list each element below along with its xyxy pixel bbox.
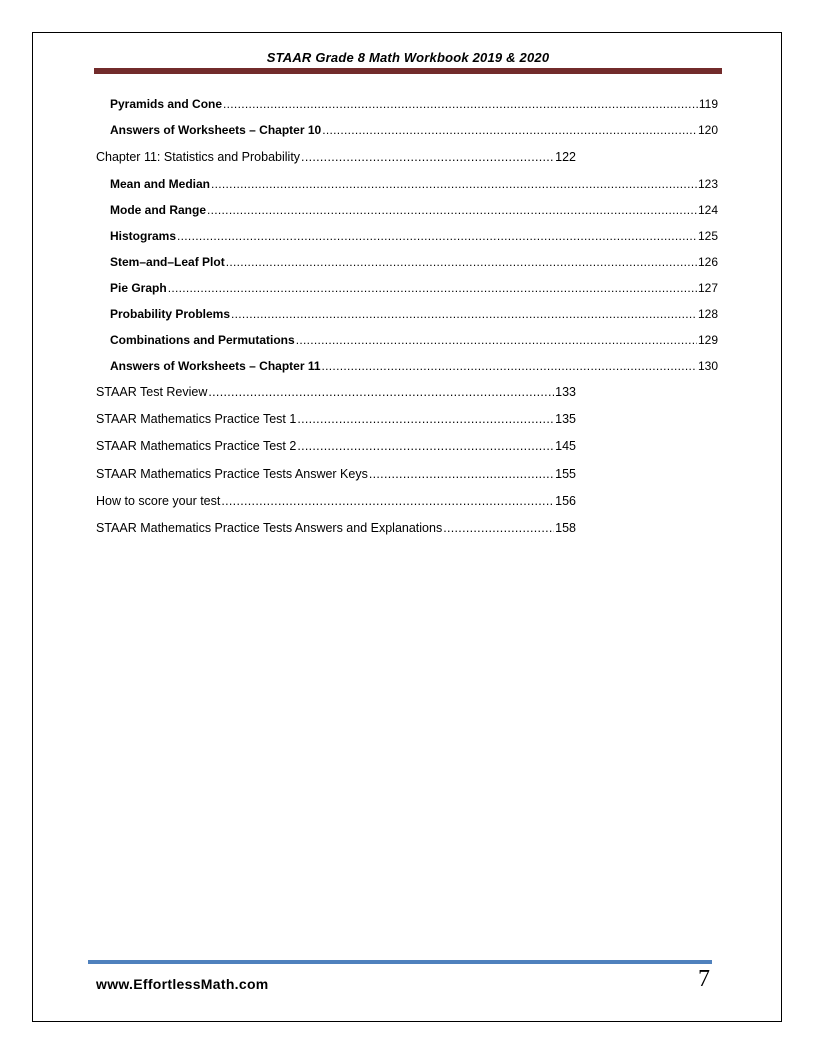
toc-entry-title: STAAR Mathematics Practice Tests Answers and Explanations xyxy=(96,521,443,535)
toc-entry[interactable] xyxy=(96,149,576,165)
toc-entry-page: 124 xyxy=(697,203,718,217)
toc-entry-title: Chapter 11: Statistics and Probability xyxy=(96,150,301,164)
toc-entry[interactable] xyxy=(110,306,718,322)
toc-entry-title: STAAR Test Review xyxy=(96,385,208,399)
running-header: STAAR Grade 8 Math Workbook 2019 & 2020 xyxy=(266,50,550,65)
toc-entry[interactable] xyxy=(110,176,718,192)
toc-entry-title: Combinations and Permutations xyxy=(110,333,295,347)
toc-dot-leader xyxy=(296,332,697,348)
header-rule xyxy=(94,68,722,74)
toc-entry[interactable] xyxy=(110,280,718,296)
toc-dot-leader xyxy=(443,520,554,536)
toc-dot-leader xyxy=(369,466,554,482)
toc-dot-leader xyxy=(168,280,697,296)
toc-dot-leader xyxy=(301,149,554,165)
toc-dot-leader xyxy=(297,438,554,454)
toc-entry-page: 155 xyxy=(555,467,576,481)
toc-entry-title: Stem–and–Leaf Plot xyxy=(110,255,225,269)
toc-entry-page: 135 xyxy=(555,412,576,426)
toc-dot-leader xyxy=(231,306,697,322)
toc-entry-page: 125 xyxy=(697,229,718,243)
toc-entry[interactable] xyxy=(110,202,718,218)
page-number: 7 xyxy=(698,966,710,992)
toc-entry[interactable] xyxy=(110,332,718,348)
toc-entry[interactable] xyxy=(96,384,576,400)
toc-dot-leader xyxy=(177,228,697,244)
toc-entry-page: 158 xyxy=(555,521,576,535)
toc-dot-leader xyxy=(208,384,554,400)
toc-dot-leader xyxy=(223,96,698,112)
toc-entry[interactable] xyxy=(96,520,576,536)
toc-dot-leader xyxy=(322,358,697,374)
toc-entry[interactable] xyxy=(96,411,576,427)
toc-entry-title: Histograms xyxy=(110,229,177,243)
toc-entry-page: 120 xyxy=(697,123,718,137)
toc-entry[interactable] xyxy=(96,438,576,454)
toc-entry-title: Mode and Range xyxy=(110,203,207,217)
footer-website: www.EffortlessMath.com xyxy=(96,976,269,992)
toc-entry-title: Probability Problems xyxy=(110,307,231,321)
toc-entry[interactable] xyxy=(110,122,718,138)
toc-entry-title: How to score your test xyxy=(96,494,221,508)
toc-entry-page: 156 xyxy=(555,494,576,508)
toc-entry-page: 130 xyxy=(697,359,718,373)
toc-dot-leader xyxy=(211,176,697,192)
toc-entry-page: 126 xyxy=(697,255,718,269)
toc-dot-leader xyxy=(207,202,697,218)
toc-entry-page: 127 xyxy=(697,281,718,295)
toc-entry-page: 129 xyxy=(697,333,718,347)
toc-entry-title: Answers of Worksheets – Chapter 11 xyxy=(110,359,321,373)
toc-entry-title: STAAR Mathematics Practice Test 1 xyxy=(96,412,297,426)
toc-entry[interactable] xyxy=(96,493,576,509)
toc-entry-title: Answers of Worksheets – Chapter 10 xyxy=(110,123,322,137)
toc-entry[interactable] xyxy=(110,254,718,270)
toc-entry[interactable] xyxy=(96,466,576,482)
toc-entry[interactable] xyxy=(110,96,718,112)
toc-entry-page: 119 xyxy=(698,97,718,111)
toc-entry-title: Pyramids and Cone xyxy=(110,97,223,111)
toc-entry-title: STAAR Mathematics Practice Tests Answer Keys xyxy=(96,467,368,481)
toc-entry-page: 123 xyxy=(697,177,718,191)
toc-dot-leader xyxy=(221,493,554,509)
toc-entry-page: 145 xyxy=(555,439,576,453)
toc-dot-leader xyxy=(297,411,554,427)
footer-rule xyxy=(88,960,712,964)
toc-entry-title: STAAR Mathematics Practice Test 2 xyxy=(96,439,297,453)
toc-dot-leader xyxy=(322,122,697,138)
toc-dot-leader xyxy=(226,254,697,270)
toc-entry[interactable] xyxy=(110,228,718,244)
toc-entry[interactable] xyxy=(110,358,718,374)
toc-entry-page: 133 xyxy=(555,385,576,399)
toc-entry-title: Mean and Median xyxy=(110,177,211,191)
toc-entry-page: 122 xyxy=(555,150,576,164)
toc-entry-title: Pie Graph xyxy=(110,281,167,295)
toc-entry-page: 128 xyxy=(697,307,718,321)
